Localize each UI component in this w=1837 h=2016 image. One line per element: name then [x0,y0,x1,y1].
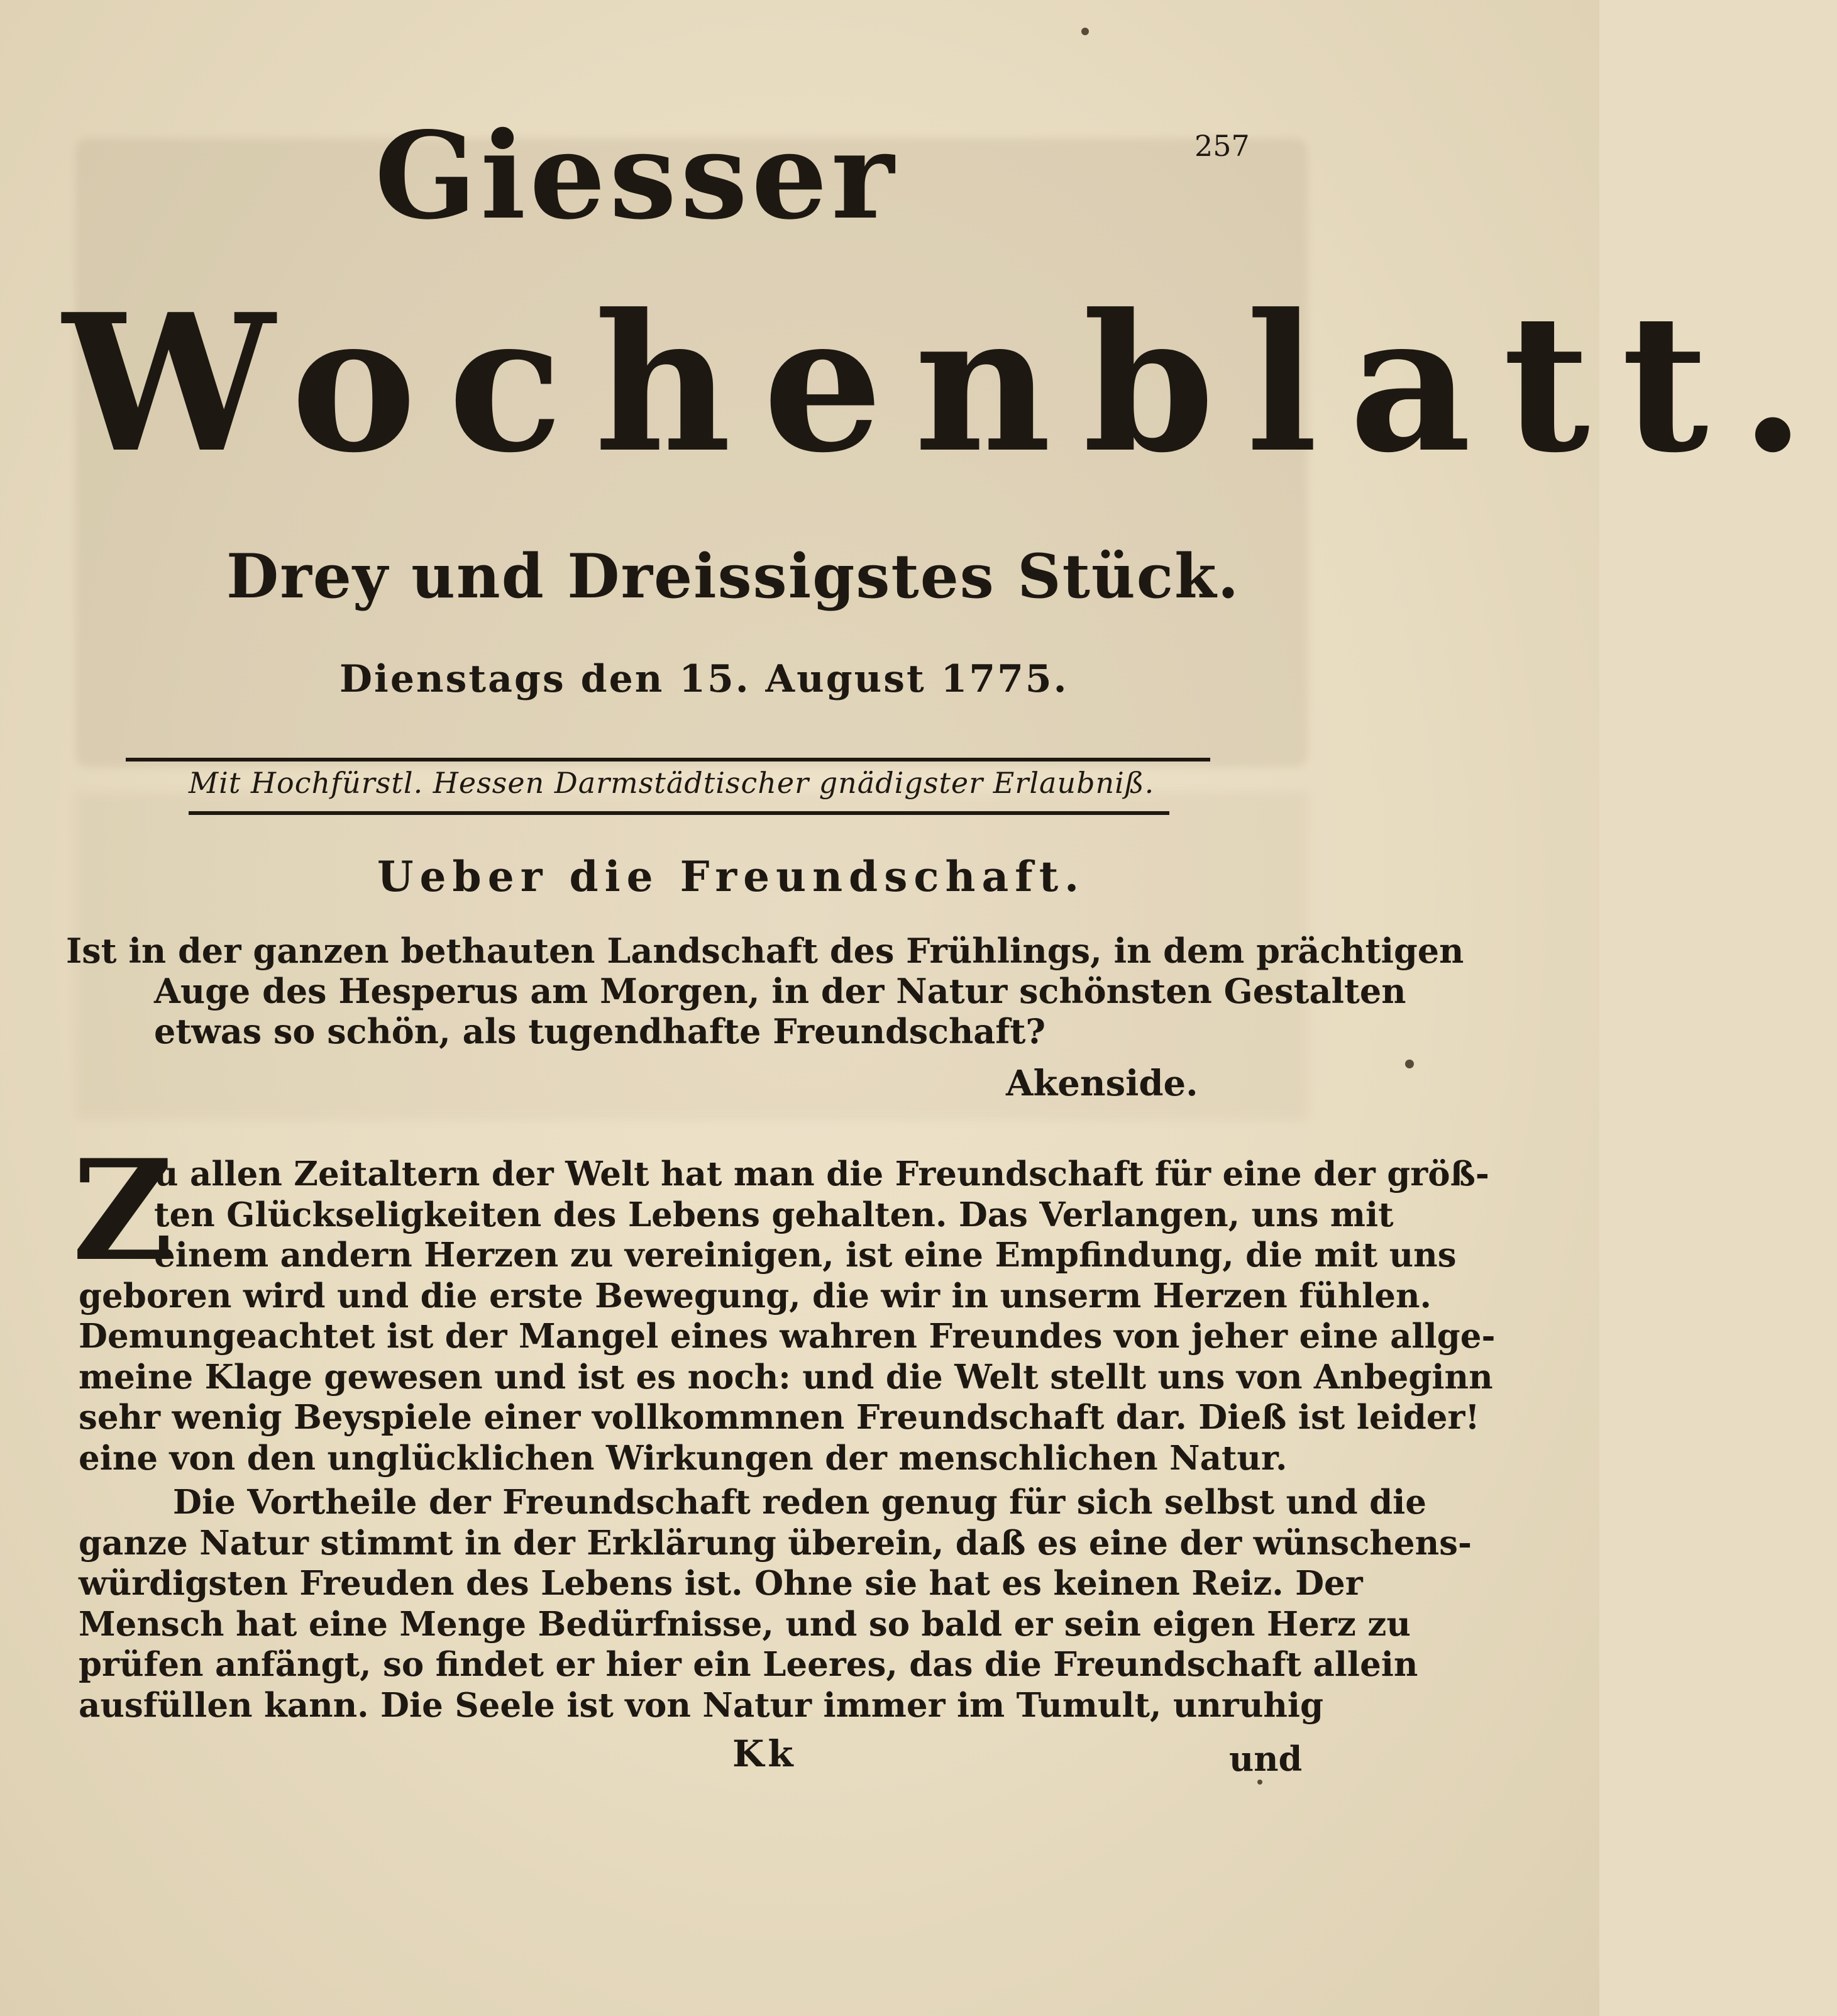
epigraph-line: Ist in der ganzen bethauten Landschaft des Frühlings, in dem prächtigen [66,931,1464,971]
masthead-line-2: Wochenblatt. [63,272,1837,494]
paper-speck [1081,28,1089,35]
paper-speck [1405,1060,1414,1068]
rule-top [126,758,1210,762]
article-body [79,1154,1496,1725]
body-line: eine von den unglücklichen Wirkungen der menschlichen Natur. [79,1438,1288,1478]
body-line: prüfen anfängt, so findet er hier ein Leeres, das die Freundschaft allein [79,1645,1418,1684]
body-line: u allen Zeitaltern der Welt hat man die Freundschaft für eine der größ- [154,1155,1489,1194]
body-line: Demungeachtet ist der Mangel eines wahren Freundes von jeher eine allge- [79,1317,1496,1356]
paper-speck [1257,1780,1262,1785]
article-title: Ueber die Freundschaft. [377,852,1086,901]
body-line: würdigsten Freuden des Lebens ist. Ohne sie hat es keinen Reiz. Der [79,1564,1363,1603]
masthead-line-1-text: Giesser [374,106,898,246]
page-number: 257 [1194,129,1250,163]
issue-title: Drey und Dreissigstes Stück. [226,541,1240,612]
masthead-line-1 [0,106,1599,246]
dateline: Dienstags den 15. August 1775. [339,657,1069,701]
signature-mark: Kk [732,1732,797,1775]
epigraph [66,931,1464,1051]
drop-cap: Z [72,1129,174,1292]
body-line: Die Vortheile der Freundschaft reden genug für sich selbst und die [173,1483,1427,1522]
epigraph-author: Akenside. [1006,1063,1198,1104]
epigraph-line: etwas so schön, als tugendhafte Freundschaft? [154,1011,1046,1051]
body-line: meine Klage gewesen und ist es noch: und die Welt stellt uns von Anbeginn [79,1357,1493,1397]
imprint: Mit Hochfürstl. Hessen Darmstädtischer gnädigster Erlaubniß. [189,766,1155,800]
body-line: einem andern Herzen zu vereinigen, ist eine Empfindung, die mit uns [154,1236,1457,1275]
body-line: Mensch hat eine Menge Bedürfnisse, und so bald er sein eigen Herz zu [79,1604,1411,1644]
epigraph-line: Auge des Hesperus am Morgen, in der Natur schönsten Gestalten [154,971,1406,1011]
body-line: ausfüllen kann. Die Seele ist von Natur immer im Tumult, unruhig [79,1685,1324,1725]
catchword: und [1229,1739,1303,1779]
body-line: ganze Natur stimmt in der Erklärung überein, daß es eine der wünschens- [79,1523,1472,1563]
body-line: sehr wenig Beyspiele einer vollkommnen Freundschaft dar. Dieß ist leider! [79,1398,1480,1437]
rule-bottom [189,811,1169,815]
body-line: geboren wird und die erste Bewegung, die wir in unserm Herzen fühlen. [79,1276,1432,1315]
body-line: ten Glückseligkeiten des Lebens gehalten. Das Verlangen, uns mit [154,1195,1394,1234]
